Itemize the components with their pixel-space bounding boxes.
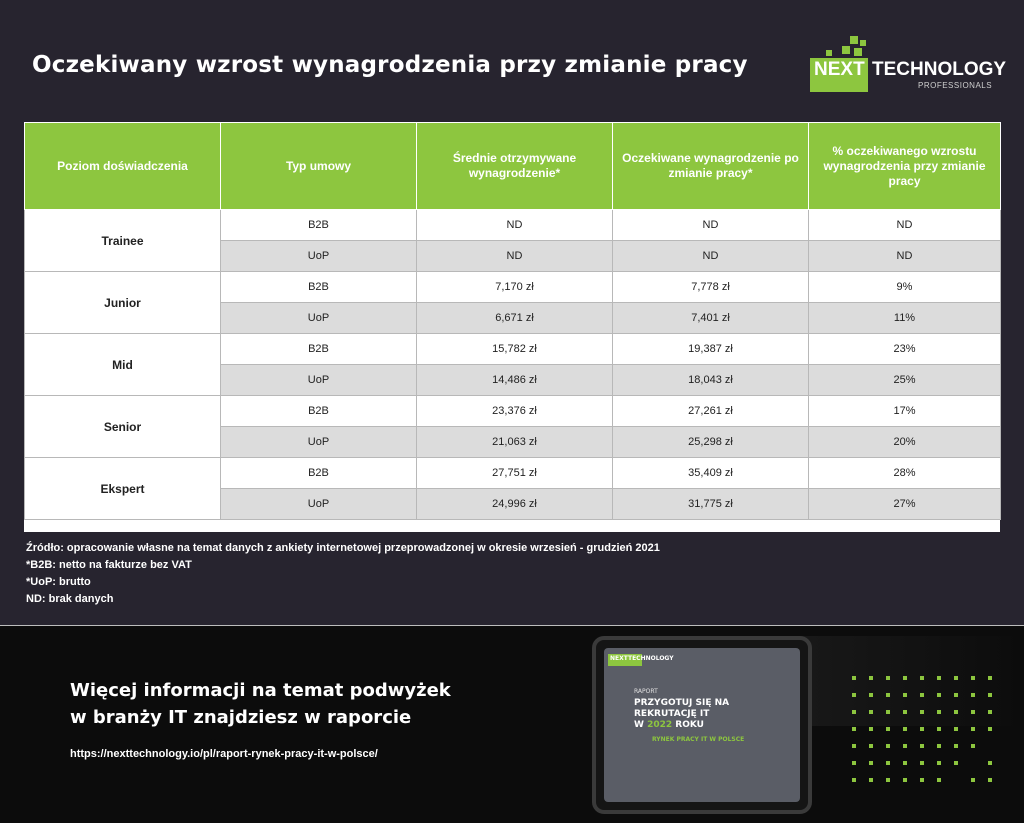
- dot: [988, 727, 992, 731]
- growth-cell: 28%: [809, 458, 1001, 489]
- dot: [869, 778, 873, 782]
- dot: [852, 693, 856, 697]
- dot: [869, 761, 873, 765]
- expected-salary-cell: 27,261 zł: [613, 396, 809, 427]
- dot: [988, 778, 992, 782]
- dot: [971, 693, 975, 697]
- expected-salary-cell: ND: [613, 210, 809, 241]
- dot: [920, 727, 924, 731]
- tablet-headline: [634, 698, 784, 731]
- contract-cell: UoP: [221, 303, 417, 334]
- header-growth: % oczekiwanego wzrostu wynagrodzenia przy zmianie pracy: [809, 123, 1001, 210]
- header-contract: Typ umowy: [221, 123, 417, 210]
- dot: [937, 676, 941, 680]
- dot: [988, 710, 992, 714]
- promo-line-2: w branży IT znajdziesz w raporcie: [70, 707, 412, 728]
- dot: [954, 676, 958, 680]
- contract-cell: UoP: [221, 365, 417, 396]
- growth-cell: ND: [809, 241, 1001, 272]
- expected-salary-cell: 31,775 zł: [613, 489, 809, 520]
- expected-salary-cell: 7,401 zł: [613, 303, 809, 334]
- dot: [988, 761, 992, 765]
- expected-salary-cell: 25,298 zł: [613, 427, 809, 458]
- table-row: [25, 210, 1001, 241]
- header-level: Poziom doświadczenia: [25, 123, 221, 210]
- level-cell: Junior: [25, 272, 221, 334]
- dot: [886, 710, 890, 714]
- dot: [903, 676, 907, 680]
- contract-cell: B2B: [221, 396, 417, 427]
- source-note: Źródło: opracowanie własne na temat danych z ankiety internetowej przeprowadzonej w okresie wrzesień - grudzień 2021: [26, 542, 660, 554]
- tablet-headline-a: PRZYGOTUJ SIĘ NA: [634, 698, 730, 708]
- dot: [988, 676, 992, 680]
- expected-salary-cell: 18,043 zł: [613, 365, 809, 396]
- nd-note: ND: brak danych: [26, 593, 114, 605]
- promo-line-1: Więcej informacji na temat podwyżek: [70, 680, 451, 701]
- company-logo: [808, 36, 1007, 100]
- table-row: [25, 396, 1001, 427]
- contract-cell: B2B: [221, 458, 417, 489]
- logo-professionals: PROFESSIONALS: [918, 81, 993, 90]
- level-cell: Mid: [25, 334, 221, 396]
- expected-salary-cell: 7,778 zł: [613, 272, 809, 303]
- tablet-badge-text: NEXTTECHNOLOGY: [610, 655, 674, 662]
- avg-salary-cell: 21,063 zł: [417, 427, 613, 458]
- avg-salary-cell: 14,486 zł: [417, 365, 613, 396]
- dot: [852, 727, 856, 731]
- dot: [954, 693, 958, 697]
- expected-salary-cell: 35,409 zł: [613, 458, 809, 489]
- dot: [886, 693, 890, 697]
- dot: [869, 727, 873, 731]
- growth-cell: ND: [809, 210, 1001, 241]
- dot: [886, 676, 890, 680]
- level-cell: Senior: [25, 396, 221, 458]
- promo-text: [70, 677, 451, 731]
- contract-cell: UoP: [221, 427, 417, 458]
- dot: [903, 710, 907, 714]
- dot: [852, 676, 856, 680]
- avg-salary-cell: ND: [417, 210, 613, 241]
- dot: [869, 744, 873, 748]
- header-expected-salary: Oczekiwane wynagrodzenie po zmianie pracy*: [613, 123, 809, 210]
- dot: [937, 744, 941, 748]
- contract-cell: B2B: [221, 334, 417, 365]
- dot: [869, 710, 873, 714]
- tablet-headline-c: W: [634, 720, 644, 730]
- dot: [869, 693, 873, 697]
- dot: [886, 778, 890, 782]
- dot: [852, 710, 856, 714]
- tablet-subtitle: RYNEK PRACY IT W POLSCE: [652, 736, 745, 743]
- dot: [920, 761, 924, 765]
- dot: [971, 727, 975, 731]
- logo-next: NEXT: [814, 59, 865, 80]
- level-cell: Ekspert: [25, 458, 221, 520]
- contract-cell: B2B: [221, 210, 417, 241]
- page-title: Oczekiwany wzrost wynagrodzenia przy zmianie pracy: [32, 52, 748, 78]
- avg-salary-cell: 15,782 zł: [417, 334, 613, 365]
- footnotes: [26, 540, 660, 608]
- dot: [988, 693, 992, 697]
- avg-salary-cell: 27,751 zł: [417, 458, 613, 489]
- dot: [937, 693, 941, 697]
- dot: [971, 744, 975, 748]
- dot: [920, 710, 924, 714]
- uop-note: *UoP: brutto: [26, 576, 91, 588]
- growth-cell: 17%: [809, 396, 1001, 427]
- dot: [937, 710, 941, 714]
- expected-salary-cell: ND: [613, 241, 809, 272]
- dot: [903, 744, 907, 748]
- dot: [903, 761, 907, 765]
- expected-salary-cell: 19,387 zł: [613, 334, 809, 365]
- tablet-headline-b: REKRUTACJĘ IT: [634, 709, 710, 719]
- dot: [920, 676, 924, 680]
- dot: [920, 693, 924, 697]
- salary-table: [24, 122, 1000, 532]
- dot: [937, 761, 941, 765]
- tablet-raport-label: RAPORT: [634, 688, 658, 695]
- growth-cell: 25%: [809, 365, 1001, 396]
- b2b-note: *B2B: netto na fakturze bez VAT: [26, 559, 192, 571]
- contract-cell: B2B: [221, 272, 417, 303]
- report-link[interactable]: https://nexttechnology.io/pl/raport-rynek-pracy-it-w-polsce/: [70, 748, 378, 760]
- dot: [886, 761, 890, 765]
- dot: [903, 693, 907, 697]
- dot: [954, 744, 958, 748]
- tablet-headline-year: 2022: [647, 720, 673, 730]
- decorative-dots: [852, 676, 1002, 786]
- avg-salary-cell: 24,996 zł: [417, 489, 613, 520]
- contract-cell: UoP: [221, 489, 417, 520]
- dot: [920, 744, 924, 748]
- dot: [852, 761, 856, 765]
- dot: [937, 727, 941, 731]
- logo-technology: TECHNOLOGY: [872, 59, 1007, 80]
- dot: [886, 727, 890, 731]
- growth-cell: 27%: [809, 489, 1001, 520]
- contract-cell: UoP: [221, 241, 417, 272]
- header-avg-salary: Średnie otrzymywane wynagrodzenie*: [417, 123, 613, 210]
- tablet-image: [592, 636, 812, 814]
- dot: [903, 778, 907, 782]
- table-row: [25, 334, 1001, 365]
- avg-salary-cell: 7,170 zł: [417, 272, 613, 303]
- dot: [937, 778, 941, 782]
- avg-salary-cell: 23,376 zł: [417, 396, 613, 427]
- level-cell: Trainee: [25, 210, 221, 272]
- table-header-row: [25, 123, 1001, 210]
- dot: [869, 676, 873, 680]
- dot: [971, 778, 975, 782]
- dot: [852, 778, 856, 782]
- dot: [954, 761, 958, 765]
- dot: [886, 744, 890, 748]
- dot: [971, 710, 975, 714]
- dot: [971, 676, 975, 680]
- dot: [954, 710, 958, 714]
- growth-cell: 20%: [809, 427, 1001, 458]
- table-row: [25, 272, 1001, 303]
- tablet-headline-d: ROKU: [675, 720, 704, 730]
- tablet-screen: [604, 648, 800, 802]
- growth-cell: 11%: [809, 303, 1001, 334]
- dot: [954, 727, 958, 731]
- growth-cell: 9%: [809, 272, 1001, 303]
- dot: [903, 727, 907, 731]
- avg-salary-cell: 6,671 zł: [417, 303, 613, 334]
- table-row: [25, 458, 1001, 489]
- avg-salary-cell: ND: [417, 241, 613, 272]
- dot: [920, 778, 924, 782]
- dot: [852, 744, 856, 748]
- growth-cell: 23%: [809, 334, 1001, 365]
